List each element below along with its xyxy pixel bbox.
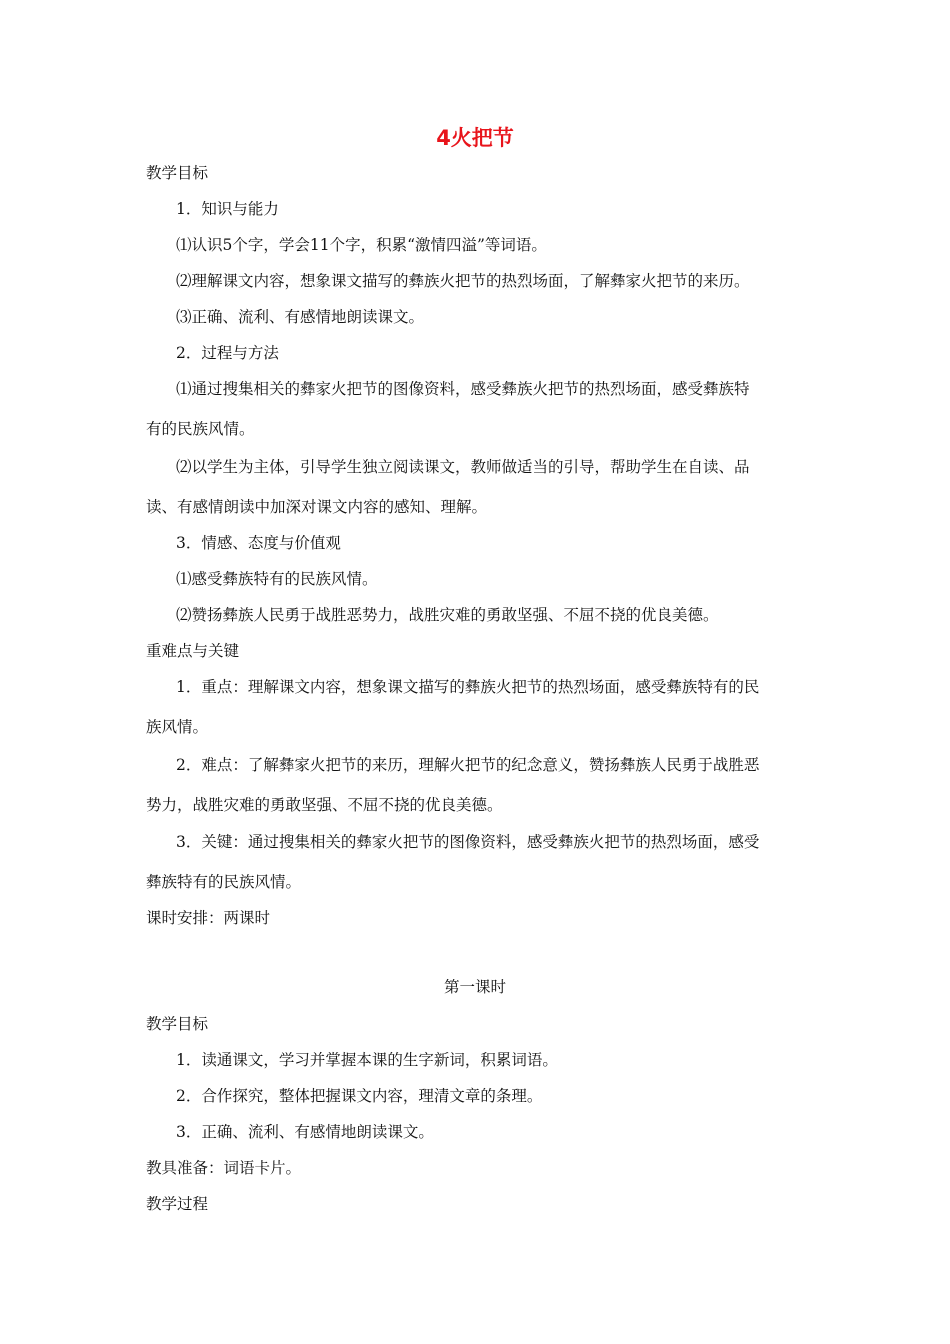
section-heading: 重难点与关键 (146, 642, 240, 660)
section-heading: 教学过程 (146, 1195, 209, 1213)
materials-line: 教具准备：词语卡片。 (146, 1159, 302, 1177)
paragraph-line: 彝族特有的民族风情。 (146, 873, 302, 891)
paragraph-line: 有的民族风情。 (146, 420, 255, 438)
subsection-heading: 2．过程与方法 (176, 344, 279, 362)
paragraph-line: 1．读通课文，学习并掌握本课的生字新词，积累词语。 (176, 1051, 558, 1069)
paragraph-line: 1．重点：理解课文内容，想象课文描写的彝族火把节的热烈场面，感受彝族特有的民 (176, 678, 760, 696)
paragraph-line: ⑴通过搜集相关的彝家火把节的图像资料，感受彝族火把节的热烈场面，感受彝族特 (176, 380, 750, 398)
paragraph-line: ⑵以学生为主体，引导学生独立阅读课文，教师做适当的引导，帮助学生在自读、品 (176, 458, 750, 476)
section-heading: 教学目标 (146, 1015, 209, 1033)
paragraph-line: 2．难点：了解彝家火把节的来历，理解火把节的纪念意义，赞扬彝族人民勇于战胜恶 (176, 756, 760, 774)
paragraph-line: ⑵赞扬彝族人民勇于战胜恶势力，战胜灾难的勇敢坚强、不屈不挠的优良美德。 (176, 606, 719, 624)
paragraph-line: 族风情。 (146, 718, 209, 736)
paragraph-line: 读、有感情朗读中加深对课文内容的感知、理解。 (146, 498, 488, 516)
paragraph-line: ⑶正确、流利、有感情地朗读课文。 (176, 308, 425, 326)
document-title: 4火把节 (436, 126, 514, 150)
subsection-heading: 1．知识与能力 (176, 200, 279, 218)
paragraph-line: 3．关键：通过搜集相关的彝家火把节的图像资料，感受彝族火把节的热烈场面，感受 (176, 833, 760, 851)
paragraph-line: ⑴感受彝族特有的民族风情。 (176, 570, 378, 588)
schedule-line: 课时安排：两课时 (146, 909, 271, 927)
paragraph-line: ⑵理解课文内容，想象课文描写的彝族火把节的热烈场面，了解彝家火把节的来历。 (176, 272, 750, 290)
paragraph-line: ⑴认识5个字，学会11个字，积累“激情四溢”等词语。 (176, 236, 547, 254)
lesson-heading: 第一课时 (443, 978, 506, 996)
section-heading: 教学目标 (146, 164, 209, 182)
paragraph-line: 3．正确、流利、有感情地朗读课文。 (176, 1123, 434, 1141)
subsection-heading: 3．情感、态度与价值观 (176, 534, 341, 552)
paragraph-line: 2．合作探究，整体把握课文内容，理清文章的条理。 (176, 1087, 543, 1105)
paragraph-line: 势力，战胜灾难的勇敢坚强、不屈不挠的优良美德。 (146, 796, 503, 814)
